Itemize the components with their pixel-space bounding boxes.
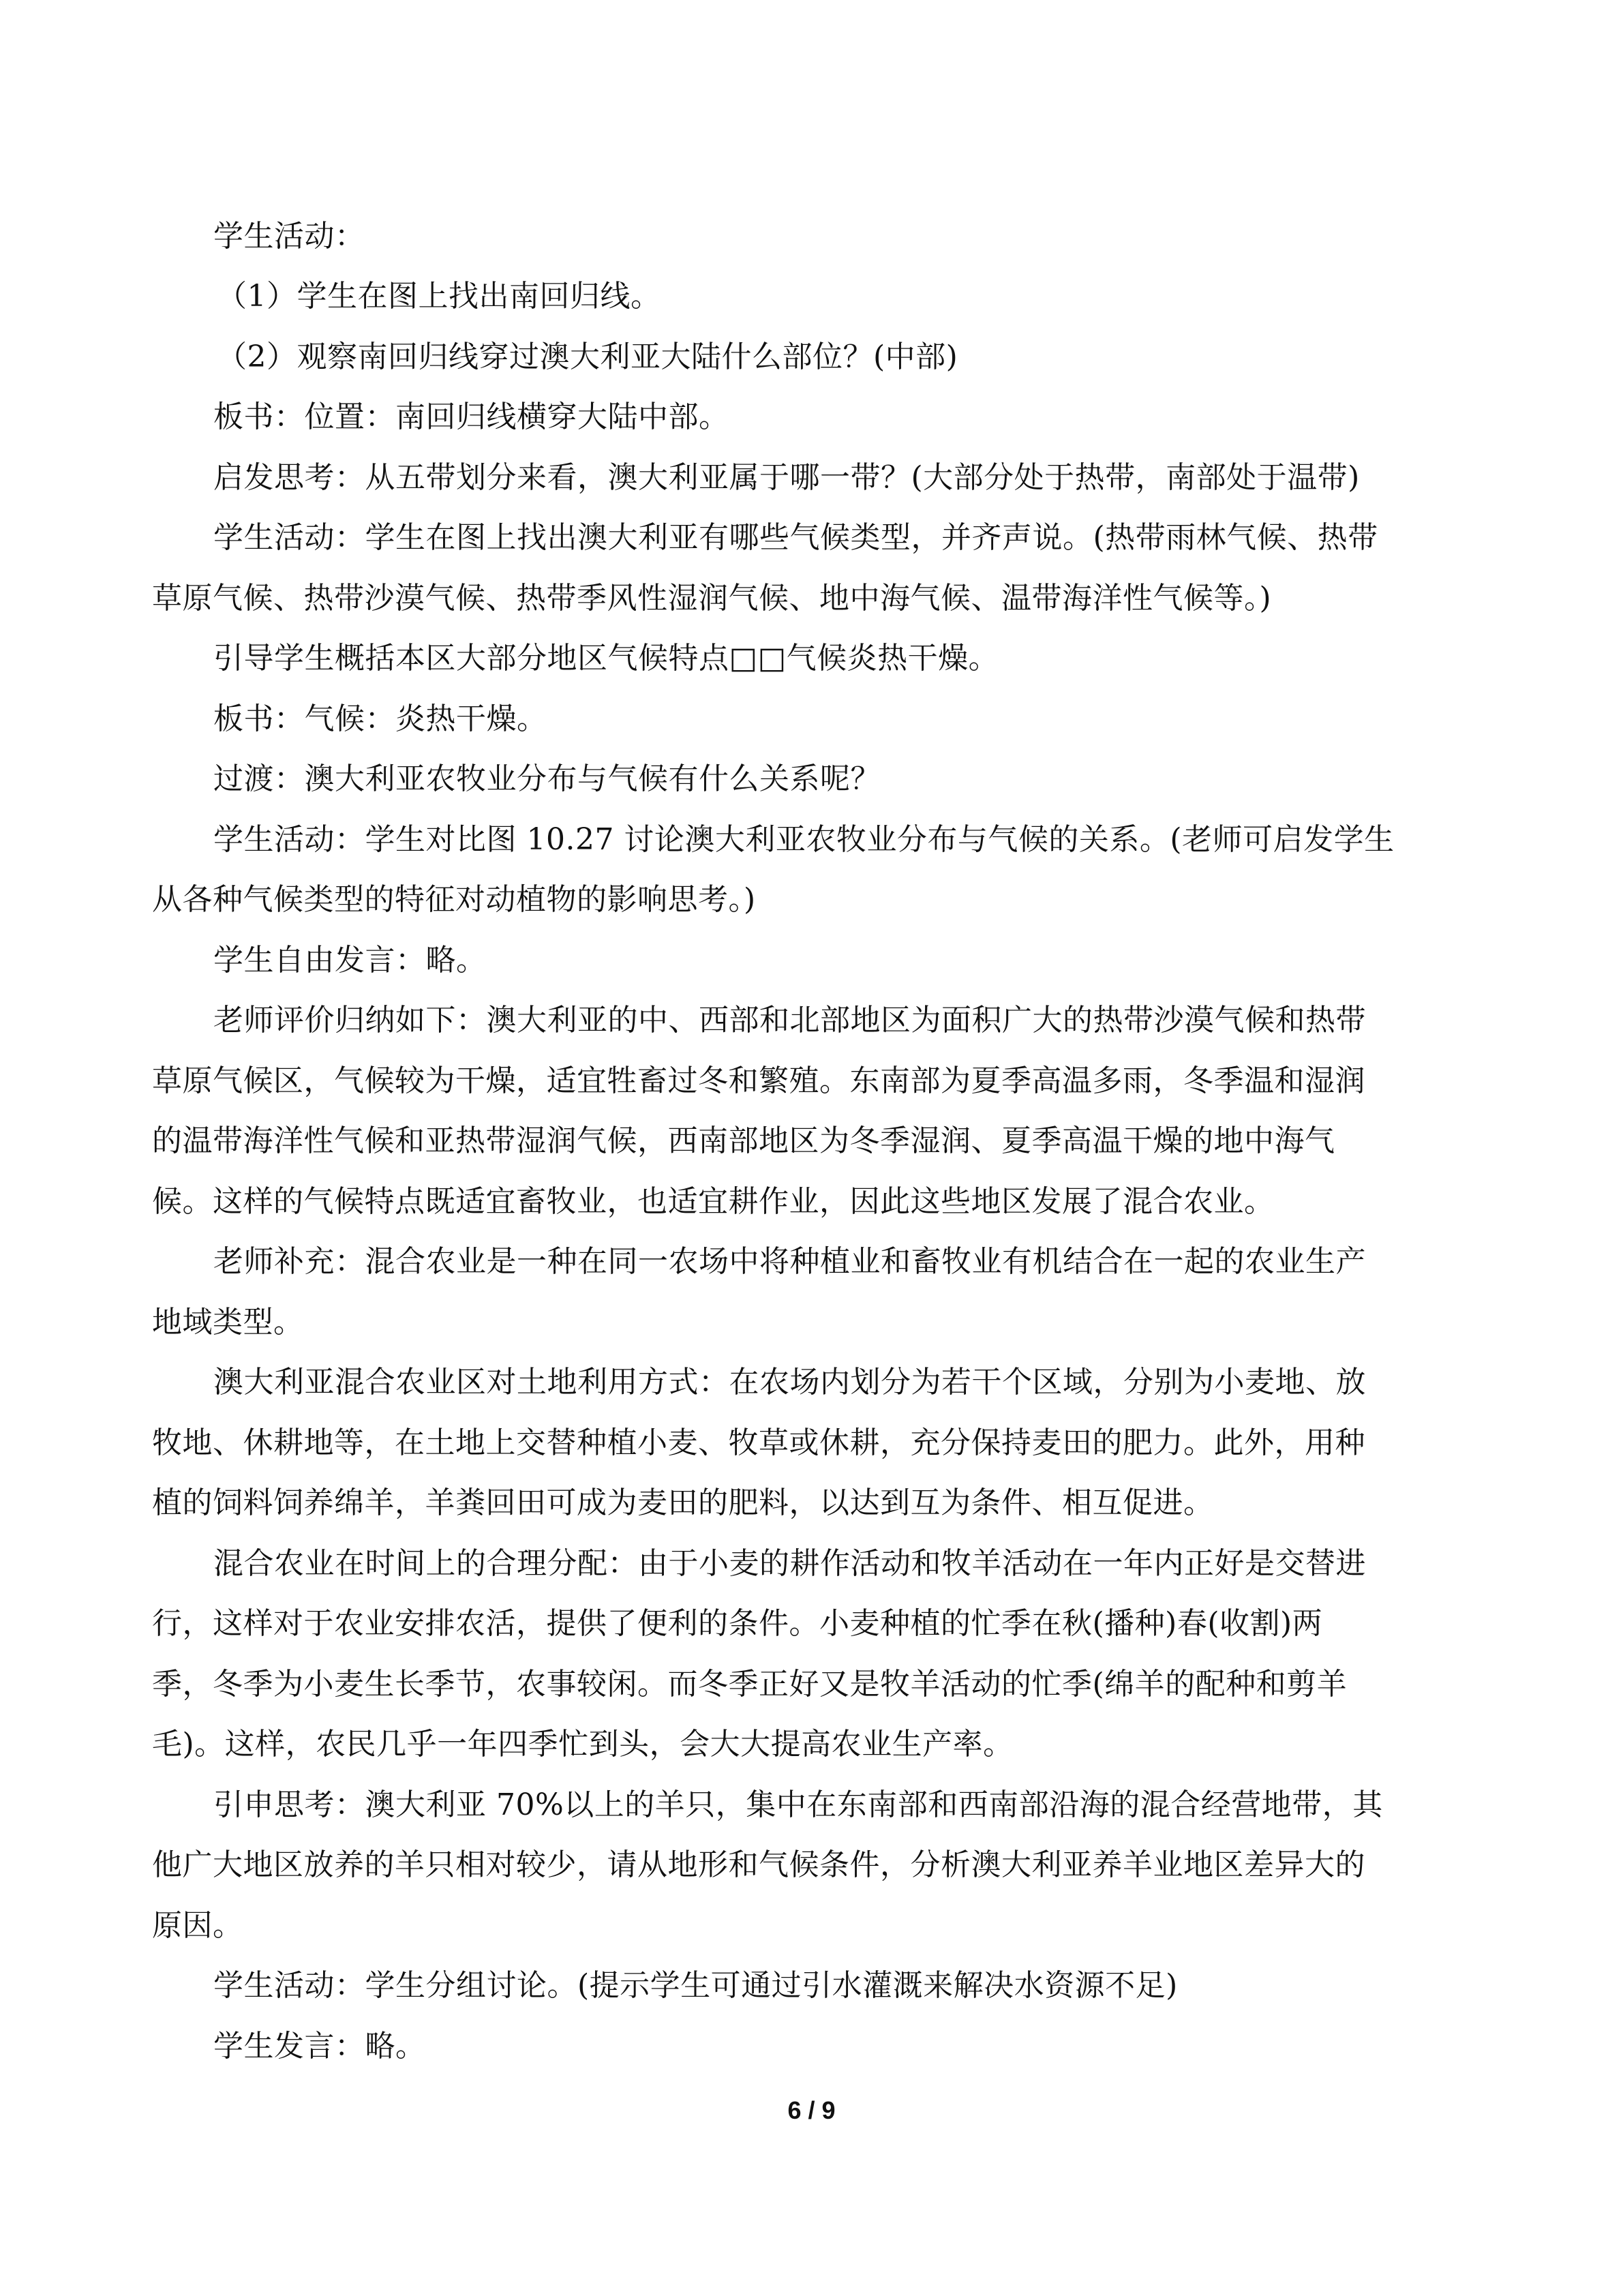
text-line: 草原气候、热带沙漠气候、热带季风性湿润气候、地中海气候、温带海洋性气候等。): [152, 581, 1272, 616]
text-line: 板书：气候：炎热干燥。: [213, 701, 547, 736]
text-line: （2）观察南回归线穿过澳大利亚大陆什么部位？(中部): [217, 339, 958, 374]
text-line: 季，冬季为小麦生长季节，农事较闲。而冬季正好又是牧羊活动的忙季(绵羊的配种和剪羊: [152, 1667, 1348, 1702]
text-line: 学生活动：: [213, 219, 365, 254]
text-line: 地域类型。: [152, 1305, 304, 1340]
text-line: 行，这样对于农业安排农活，提供了便利的条件。小麦种植的忙季在秋(播种)春(收割)两: [152, 1606, 1323, 1641]
text-line: 草原气候区，气候较为干燥，适宜牲畜过冬和繁殖。东南部为夏季高温多雨，冬季温和湿润: [152, 1063, 1365, 1098]
text-line: 过渡：澳大利亚农牧业分布与气候有什么关系呢？: [213, 761, 881, 796]
text-line: 老师补充：混合农业是一种在同一农场中将种植业和畜牧业有机结合在一起的农业生产: [213, 1244, 1366, 1279]
text-line: 引申思考：澳大利亚 70%以上的羊只，集中在东南部和西南部沿海的混合经营地带，其: [213, 1787, 1383, 1822]
text-line: 的温带海洋性气候和亚热带湿润气候，西南部地区为冬季湿润、夏季高温干燥的地中海气: [152, 1123, 1335, 1158]
text-line: 澳大利亚混合农业区对土地利用方式：在农场内划分为若干个区域，分别为小麦地、放: [213, 1365, 1366, 1400]
text-line: 老师评价归纳如下：澳大利亚的中、西部和北部地区为面积广大的热带沙漠气候和热带: [213, 1003, 1366, 1038]
text-line: 学生活动：学生分组讨论。(提示学生可通过引水灌溉来解决水资源不足): [213, 1968, 1178, 2003]
text-line: 混合农业在时间上的合理分配：由于小麦的耕作活动和牧羊活动在一年内正好是交替进: [213, 1546, 1366, 1581]
text-line: 牧地、休耕地等，在土地上交替种植小麦、牧草或休耕，充分保持麦田的肥力。此外，用种: [152, 1425, 1365, 1460]
text-line: 候。这样的气候特点既适宜畜牧业，也适宜耕作业，因此这些地区发展了混合农业。: [152, 1184, 1275, 1219]
text-line: （1）学生在图上找出南回归线。: [217, 279, 661, 314]
text-line: 从各种气候类型的特征对动植物的影响思考。): [152, 882, 756, 917]
text-line: 学生活动：学生在图上找出澳大利亚有哪些气候类型，并齐声说。(热带雨林气候、热带: [213, 520, 1378, 555]
text-line: 板书：位置：南回归线横穿大陆中部。: [213, 399, 729, 434]
text-line: 学生自由发言：略。: [213, 943, 487, 978]
page-number: 6 / 9: [787, 2096, 836, 2124]
text-line: 学生发言：略。: [213, 2029, 426, 2064]
text-line: 启发思考：从五带划分来看，澳大利亚属于哪一带？(大部分处于热带，南部处于温带): [213, 460, 1360, 495]
text-line: 植的饲料饲养绵羊，羊粪回田可成为麦田的肥料，以达到互为条件、相互促进。: [152, 1485, 1214, 1520]
text-line: 引导学生概括本区大部分地区气候特点□□气候炎热干燥。: [213, 641, 999, 676]
text-line: 他广大地区放养的羊只相对较少，请从地形和气候条件，分析澳大利亚养羊业地区差异大的: [152, 1847, 1365, 1882]
text-line: 毛)。这样，农民几乎一年四季忙到头，会大大提高农业生产率。: [152, 1727, 1014, 1762]
text-line: 学生活动：学生对比图 10.27 讨论澳大利亚农牧业分布与气候的关系。(老师可启发学生: [213, 822, 1395, 857]
text-line: 原因。: [152, 1908, 243, 1943]
